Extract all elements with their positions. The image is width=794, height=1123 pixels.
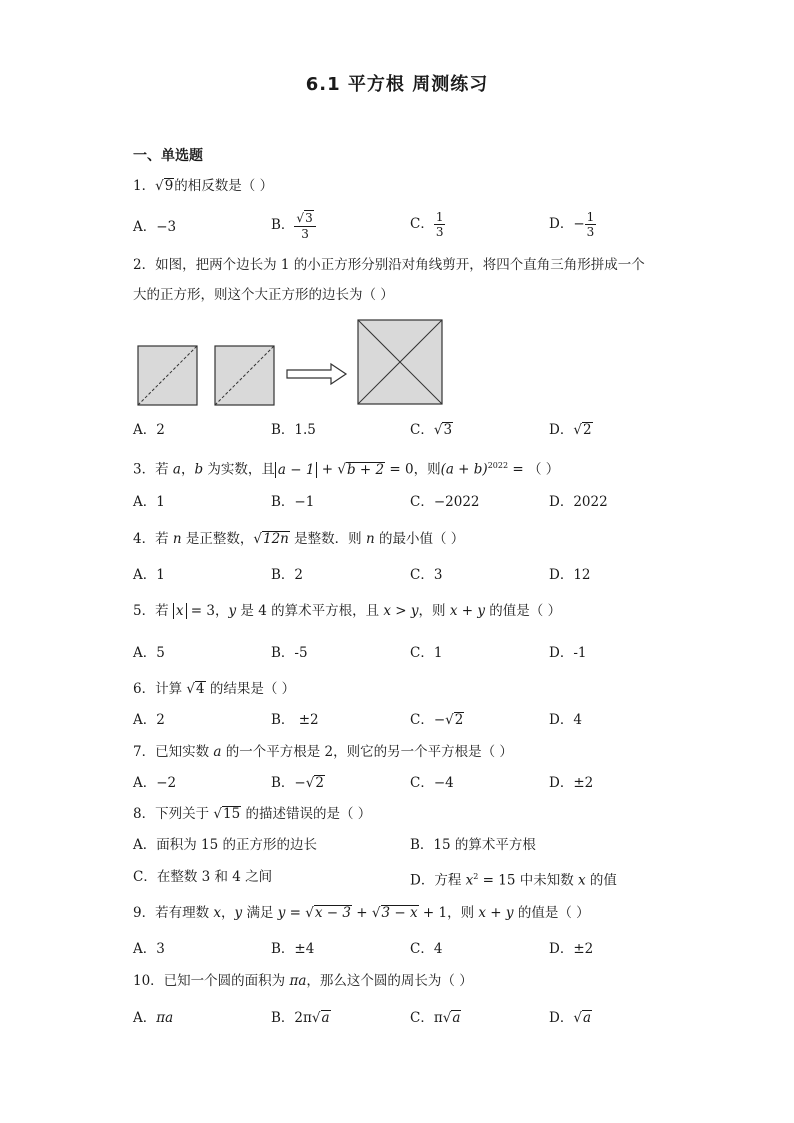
q3-option-c[interactable]: C．−2022 [410, 494, 480, 510]
q5-option-b[interactable]: B．-5 [271, 645, 308, 661]
page-title: 6.1 平方根 周测练习 [305, 74, 489, 95]
q5-option-c[interactable]: C．1 [410, 645, 443, 661]
q8-option-a[interactable]: A．面积为 15 的正方形的边长 [133, 837, 318, 853]
question-4: 4．若 n 是正整数，√12n 是整数．则 n 的最小值（ ） [133, 531, 465, 547]
q7-option-a[interactable]: A．−2 [133, 775, 177, 791]
large-square [358, 320, 442, 404]
question-8: 8．下列关于 √15 的描述错误的是（ ） [133, 806, 372, 822]
q7-option-b[interactable]: B．−√2 [271, 775, 324, 791]
section-heading: 一、单选题 [133, 148, 203, 164]
q6-option-b[interactable]: B． ±2 [271, 712, 319, 728]
question-6: 6．计算 √4 的结果是（ ） [133, 681, 296, 697]
q1-option-c[interactable]: C． $\frac{1}{3}$ [410, 210, 444, 239]
arrow-icon [287, 364, 346, 384]
q9-option-a[interactable]: A．3 [133, 941, 165, 957]
q2-option-d[interactable]: D．√2 [549, 422, 592, 438]
question-10: 10．已知一个圆的面积为 πa，那么这个圆的周长为（ ） [133, 973, 473, 989]
small-square-1 [138, 346, 197, 405]
q3-option-d[interactable]: D．2022 [549, 494, 608, 510]
q4-option-d[interactable]: D．12 [549, 567, 591, 583]
squares-figure [135, 318, 447, 410]
q1-option-d[interactable]: D．− $\frac{1}{3}$ [549, 210, 595, 239]
q4-option-c[interactable]: C．3 [410, 567, 443, 583]
question-3: 3．若 a，b 为实数，且 a − 1 + √b + 2 = 0，则$(a + b)^{2022}$ = （ ） [133, 461, 560, 478]
q9-option-d[interactable]: D．±2 [549, 941, 594, 957]
q3-option-b[interactable]: B．−1 [271, 494, 315, 510]
q10-option-a[interactable]: A．πa [133, 1010, 174, 1026]
q2-option-b[interactable]: B．1.5 [271, 422, 316, 438]
q4-option-a[interactable]: A．1 [133, 567, 165, 583]
q9-option-c[interactable]: C．4 [410, 941, 443, 957]
q7-option-c[interactable]: C．−4 [410, 775, 454, 791]
question-1: 1．√9的相反数是（ ） [133, 178, 274, 194]
q10-option-d[interactable]: D．√a [549, 1010, 591, 1026]
question-2-line-1: 2．如图，把两个边长为 1 的小正方形分别沿对角线剪开，将四个直角三角形拼成一个 [133, 257, 645, 273]
q8-option-b[interactable]: B．15 的算术平方根 [410, 837, 536, 853]
q4-option-b[interactable]: B．2 [271, 567, 304, 583]
q5-option-a[interactable]: A．5 [133, 645, 165, 661]
q2-option-a[interactable]: A．2 [133, 422, 165, 438]
question-2-line-2: 大的正方形，则这个大正方形的边长为（ ） [133, 287, 394, 303]
small-square-2 [215, 346, 274, 405]
q10-option-c[interactable]: C．π√a [410, 1010, 461, 1026]
question-7: 7．已知实数 a 的一个平方根是 2，则它的另一个平方根是（ ） [133, 744, 513, 760]
q1-option-a[interactable]: A．−3 [133, 219, 177, 235]
q10-option-b[interactable]: B．2π√a [271, 1010, 330, 1026]
q3-option-a[interactable]: A．1 [133, 494, 165, 510]
q1-option-b[interactable]: B． $\frac{√3}{3}$ [271, 210, 316, 241]
q8-option-d[interactable]: D．方程 $x^2 = 15$ 中未知数 x 的值 [410, 872, 617, 889]
q6-option-c[interactable]: C．−√2 [410, 712, 464, 728]
question-9: 9．若有理数 x，y 满足 y = √x − 3 + √3 − x + 1，则 x + y 的值是（ ） [133, 905, 590, 921]
q7-option-d[interactable]: D．±2 [549, 775, 594, 791]
q6-option-a[interactable]: A．2 [133, 712, 165, 728]
q5-option-d[interactable]: D．-1 [549, 645, 587, 661]
q6-option-d[interactable]: D．4 [549, 712, 582, 728]
question-5: 5．若 x = 3，y 是 4 的算术平方根，且 x > y，则 x + y 的值是（ ） [133, 603, 562, 619]
q2-option-c[interactable]: C．√3 [410, 422, 453, 438]
q8-option-c[interactable]: C．在整数 3 和 4 之间 [133, 869, 273, 885]
q9-option-b[interactable]: B．±4 [271, 941, 315, 957]
